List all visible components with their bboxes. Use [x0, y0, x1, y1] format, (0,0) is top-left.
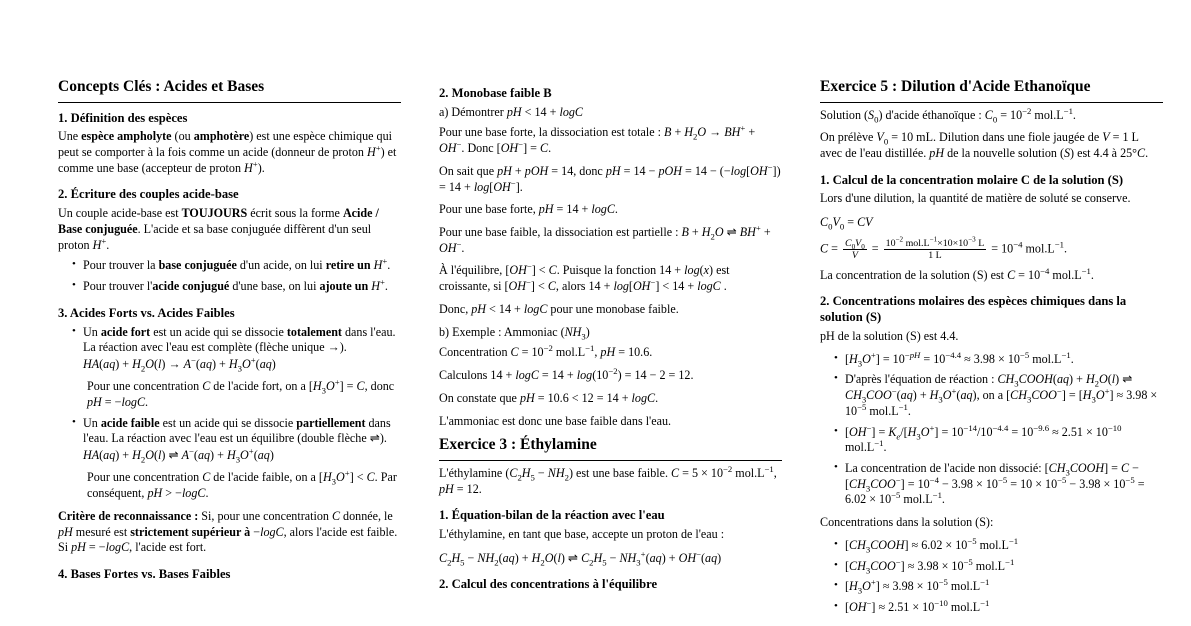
equation-acide-fort: $HA(aq) + H_2O(l) \to A^-(aq) + H_3O^+(aq)$: [83, 354, 276, 374]
list-item: • $[CH_3COOH] \approx 6.02 \times 10^{-5}$ $mol.L^{-1}$: [836, 538, 1163, 554]
title-exercice-3: Exercice 3 : Éthylamine: [439, 436, 782, 461]
note-acide-fort: Pour une concentration C de l'acide fort, on a $[H_3O^+] = C$, donc pH = −logC.: [87, 377, 395, 410]
heading-bases-fortes-faibles: 4. Bases Fortes vs. Bases Faibles: [58, 567, 231, 582]
list-couples-rules: [58, 258, 401, 294]
intro-dilution: On prélève $V_0 = 10$ mL. Dilution dans une fiole jaugée de V = 1 L avec de l'eau distillée. pH de la nouvelle solution (S) est 4.4 à 25°C.: [820, 130, 1149, 161]
line-conservation-matiere: Lors d'une dilution, la quantité de matière de soluté se conserve.: [820, 191, 1131, 206]
list-item: • Pour trouver l'acide conjugué d'une base, on lui ajoute un H+.: [74, 279, 401, 295]
three-column-layout: [58, 78, 1158, 623]
list-item: • Pour trouver la base conjuguée d'un acide, on lui retire un H+.: [74, 258, 401, 274]
list-item: • La concentration de l'acide non dissocié: $[CH_3COOH] = C - [CH_3COO^-] = 10^{-4} - 3.98 \times 10^{-5} = 10 \times 10^{-5} - 3.98 \times 10^{-5} = 6.02 \times 10^{-5}$ $mol.L^{-1}$.: [836, 461, 1163, 508]
note-acide-faible: Pour une concentration C de l'acide faible, on a $[H_3O^+] < C$. Par conséquent, pH > −logC.: [87, 468, 397, 501]
list-item: • $[H_3O^+] = 10^{-pH} = 10^{-4.4} \approx 3.98 \times 10^{-5}$ $mol.L^{-1}$.: [836, 352, 1163, 368]
intro-solution-s0: Solution $(S_0)$ d'acide éthanoïque : $C_0 = 10^{-2}$ $mol.L^{-1}$.: [820, 105, 1076, 124]
heading-calcul-concentration-c: 1. Calcul de la concentration molaire C de la solution (S): [820, 172, 1124, 187]
step-base-forte-ph: Pour une base forte, pH = 14 + logC.: [439, 202, 618, 217]
list-item: • Un acide faible est un acide qui se dissocie partiellement dans l'eau. La réaction avec l'eau est un équilibre (double flèche ⇌). $HA(aq) + H_2O(l)$ ⇌ $A^-(aq) + H_3O^+(aq)$ Pour une concentration C de l'acide faible, on a $[H_3O^+] < C$. Par conséquent, pH > −logC.: [74, 416, 401, 502]
step-concentration-ammoniac: Concentration $C = 10^{-2}$ $mol.L^{-1}$, pH = 10.6.: [439, 343, 653, 360]
heading-definition-especes: 1. Définition des espèces: [58, 110, 188, 125]
paragraph-critere-reconnaissance: Critère de reconnaissance : Si, pour une concentration C donnée, le pH mesuré est strictement supérieur à −logC, alors l'acide est faible. Si pH = −logC, l'acide est fort.: [58, 508, 398, 555]
line-accepte-proton: L'éthylamine, en tant que base, accepte un proton de l'eau :: [439, 527, 725, 541]
step-calcul-ammoniac: Calculons $14 + \log C = 14 + \log(10^{-2}) = 14 - 2 = 12$.: [439, 366, 694, 383]
list-item: • $[OH^-] = K_e/[H_3O^+] = 10^{-14}/10^{-4.4} = 10^{-9.6} \approx 2.51 \times 10^{-10}$ $mol.L^{-1}$.: [836, 425, 1163, 456]
list-concentrations-summary: [820, 535, 1163, 616]
equation-calcul-c: C = $\frac{C_0V_0}{V}$ = $\frac{10^{-2} mol.L^{-1}\times 10\times 10^{-3} L}{1 L}$ = $10^{-4}$ $mol.L^{-1}$.: [820, 235, 1068, 261]
page-title: Concepts Clés : Acides et Bases: [58, 78, 401, 103]
step-equilibre-croissante: À l'équilibre, [OH−] < C. Puisque la fonction 14 + log(x) est croissante, si [OH−] < C, alors 14 + log[OH−] < 14 + logC .: [439, 261, 730, 294]
list-item: • $[OH^-] \approx 2.51 \times 10^{-10}$ $mol.L^{-1}$: [836, 600, 1163, 616]
list-item: • D'après l'équation de réaction : $CH_3COOH(aq) + H_2O(l)$ ⇌ $CH_3COO^-(aq) + H_3O^+(aq)$, on a $[CH_3COO^-] = [H_3O^+] \approx 3.98 \times 10^{-5}$ $mol.L^{-1}$.: [836, 372, 1163, 419]
step-conclusion-ammoniac: L'ammoniac est donc une base faible dans l'eau.: [439, 413, 672, 428]
intro-exercice-3: L'éthylamine $(C_2H_5 - NH_2)$ est une base faible. $C = 5 \times 10^{-2}$ $mol.L^{-1}$, pH = 12.: [439, 463, 777, 496]
heading-acides-forts-faibles: 3. Acides Forts vs. Acides Faibles: [58, 305, 235, 320]
list-item: • $[CH_3COO^-] \approx 3.98 \times 10^{-5}$ $mol.L^{-1}$: [836, 559, 1163, 575]
step-poh-relation: On sait que pH + pOH = 14, donc pH = 14 − pOH = 14 − (−log[OH−]) = 14 + log[OH−].: [439, 161, 781, 194]
step-constat-ammoniac: On constate que pH = 10.6 < 12 = 14 + logC.: [439, 390, 659, 405]
paragraph-couple-acide-base: Un couple acide-base est TOUJOURS écrit sous la forme Acide / Base conjuguée. L'acide et sa base conjuguée diffèrent d'un seul proton H+.: [58, 206, 379, 252]
step-conclusion-monobase: Donc, pH < 14 + logC pour une monobase faible.: [439, 301, 679, 316]
equation-acide-faible: $HA(aq) + H_2O(l)$ ⇌ $A^-(aq) + H_3O^+(aq)$: [83, 446, 274, 465]
column-exercice-5: [820, 78, 1163, 623]
column-exercices-1: [439, 78, 782, 596]
equation-conservation: $C_0V_0$ = CV: [820, 215, 873, 232]
equation-ethylamine: $C_2H_5 - NH_2(aq) + H_2O(l)$ ⇌ $C_2H_5 - NH_3^+(aq) + OH^-(aq)$: [439, 548, 722, 568]
label-concentrations-summary: Concentrations dans la solution (S):: [820, 515, 994, 530]
step-base-forte-totale: Pour une base forte, la dissociation est totale : $B + H_2O \to BH^+ + OH^-$. Donc [OH−] = C.: [439, 123, 756, 156]
heading-equation-bilan: 1. Équation-bilan de la réaction avec l'eau: [439, 508, 665, 523]
heading-calcul-concentrations-equilibre: 2. Calcul des concentrations à l'équilibre: [439, 577, 658, 592]
list-concentrations: [820, 349, 1163, 508]
list-acides: [58, 325, 401, 502]
line-ph-solution: pH de la solution (S) est 4.4.: [820, 328, 959, 343]
heading-monobase-faible: 2. Monobase faible B: [439, 86, 552, 100]
heading-concentrations-especes: 2. Concentrations molaires des espèces chimiques dans la solution (S): [820, 294, 1127, 325]
heading-ecriture-couples: 2. Écriture des couples acide-base: [58, 187, 239, 202]
line-resultat-concentration: La concentration de la solution (S) est $C = 10^{-4}$ $mol.L^{-1}$.: [820, 265, 1094, 282]
column-concepts: [58, 78, 401, 586]
paragraph-ampholyte: Une espèce ampholyte (ou amphotère) est une espèce chimique qui peut se comporter à la fois comme un acide (donneur de proton H+) et comme une base (accepteur de proton H+).: [58, 129, 397, 175]
step-exemple-ammoniac: b) Exemple : Ammoniac $(NH_3)$: [439, 324, 590, 342]
step-demontrer: a) Démontrer pH < 14 + logC: [439, 104, 583, 119]
step-base-faible-partielle: Pour une base faible, la dissociation est partielle : $B + H_2O$ ⇌ BH+ + OH−.: [439, 223, 771, 255]
list-item: • Un acide fort est un acide qui se dissocie totalement dans l'eau. La réaction avec l'eau est complète (flèche unique →). $HA(aq) + H_2O(l) \to A^-(aq) + H_3O^+(aq)$ Pour une concentration C de l'acide fort, on a $[H_3O^+] = C$, donc pH = −logC.: [74, 325, 401, 411]
list-item: • $[H_3O^+] \approx 3.98 \times 10^{-5}$ $mol.L^{-1}$: [836, 579, 1163, 595]
title-exercice-5: Exercice 5 : Dilution d'Acide Ethanoïque: [820, 78, 1163, 103]
